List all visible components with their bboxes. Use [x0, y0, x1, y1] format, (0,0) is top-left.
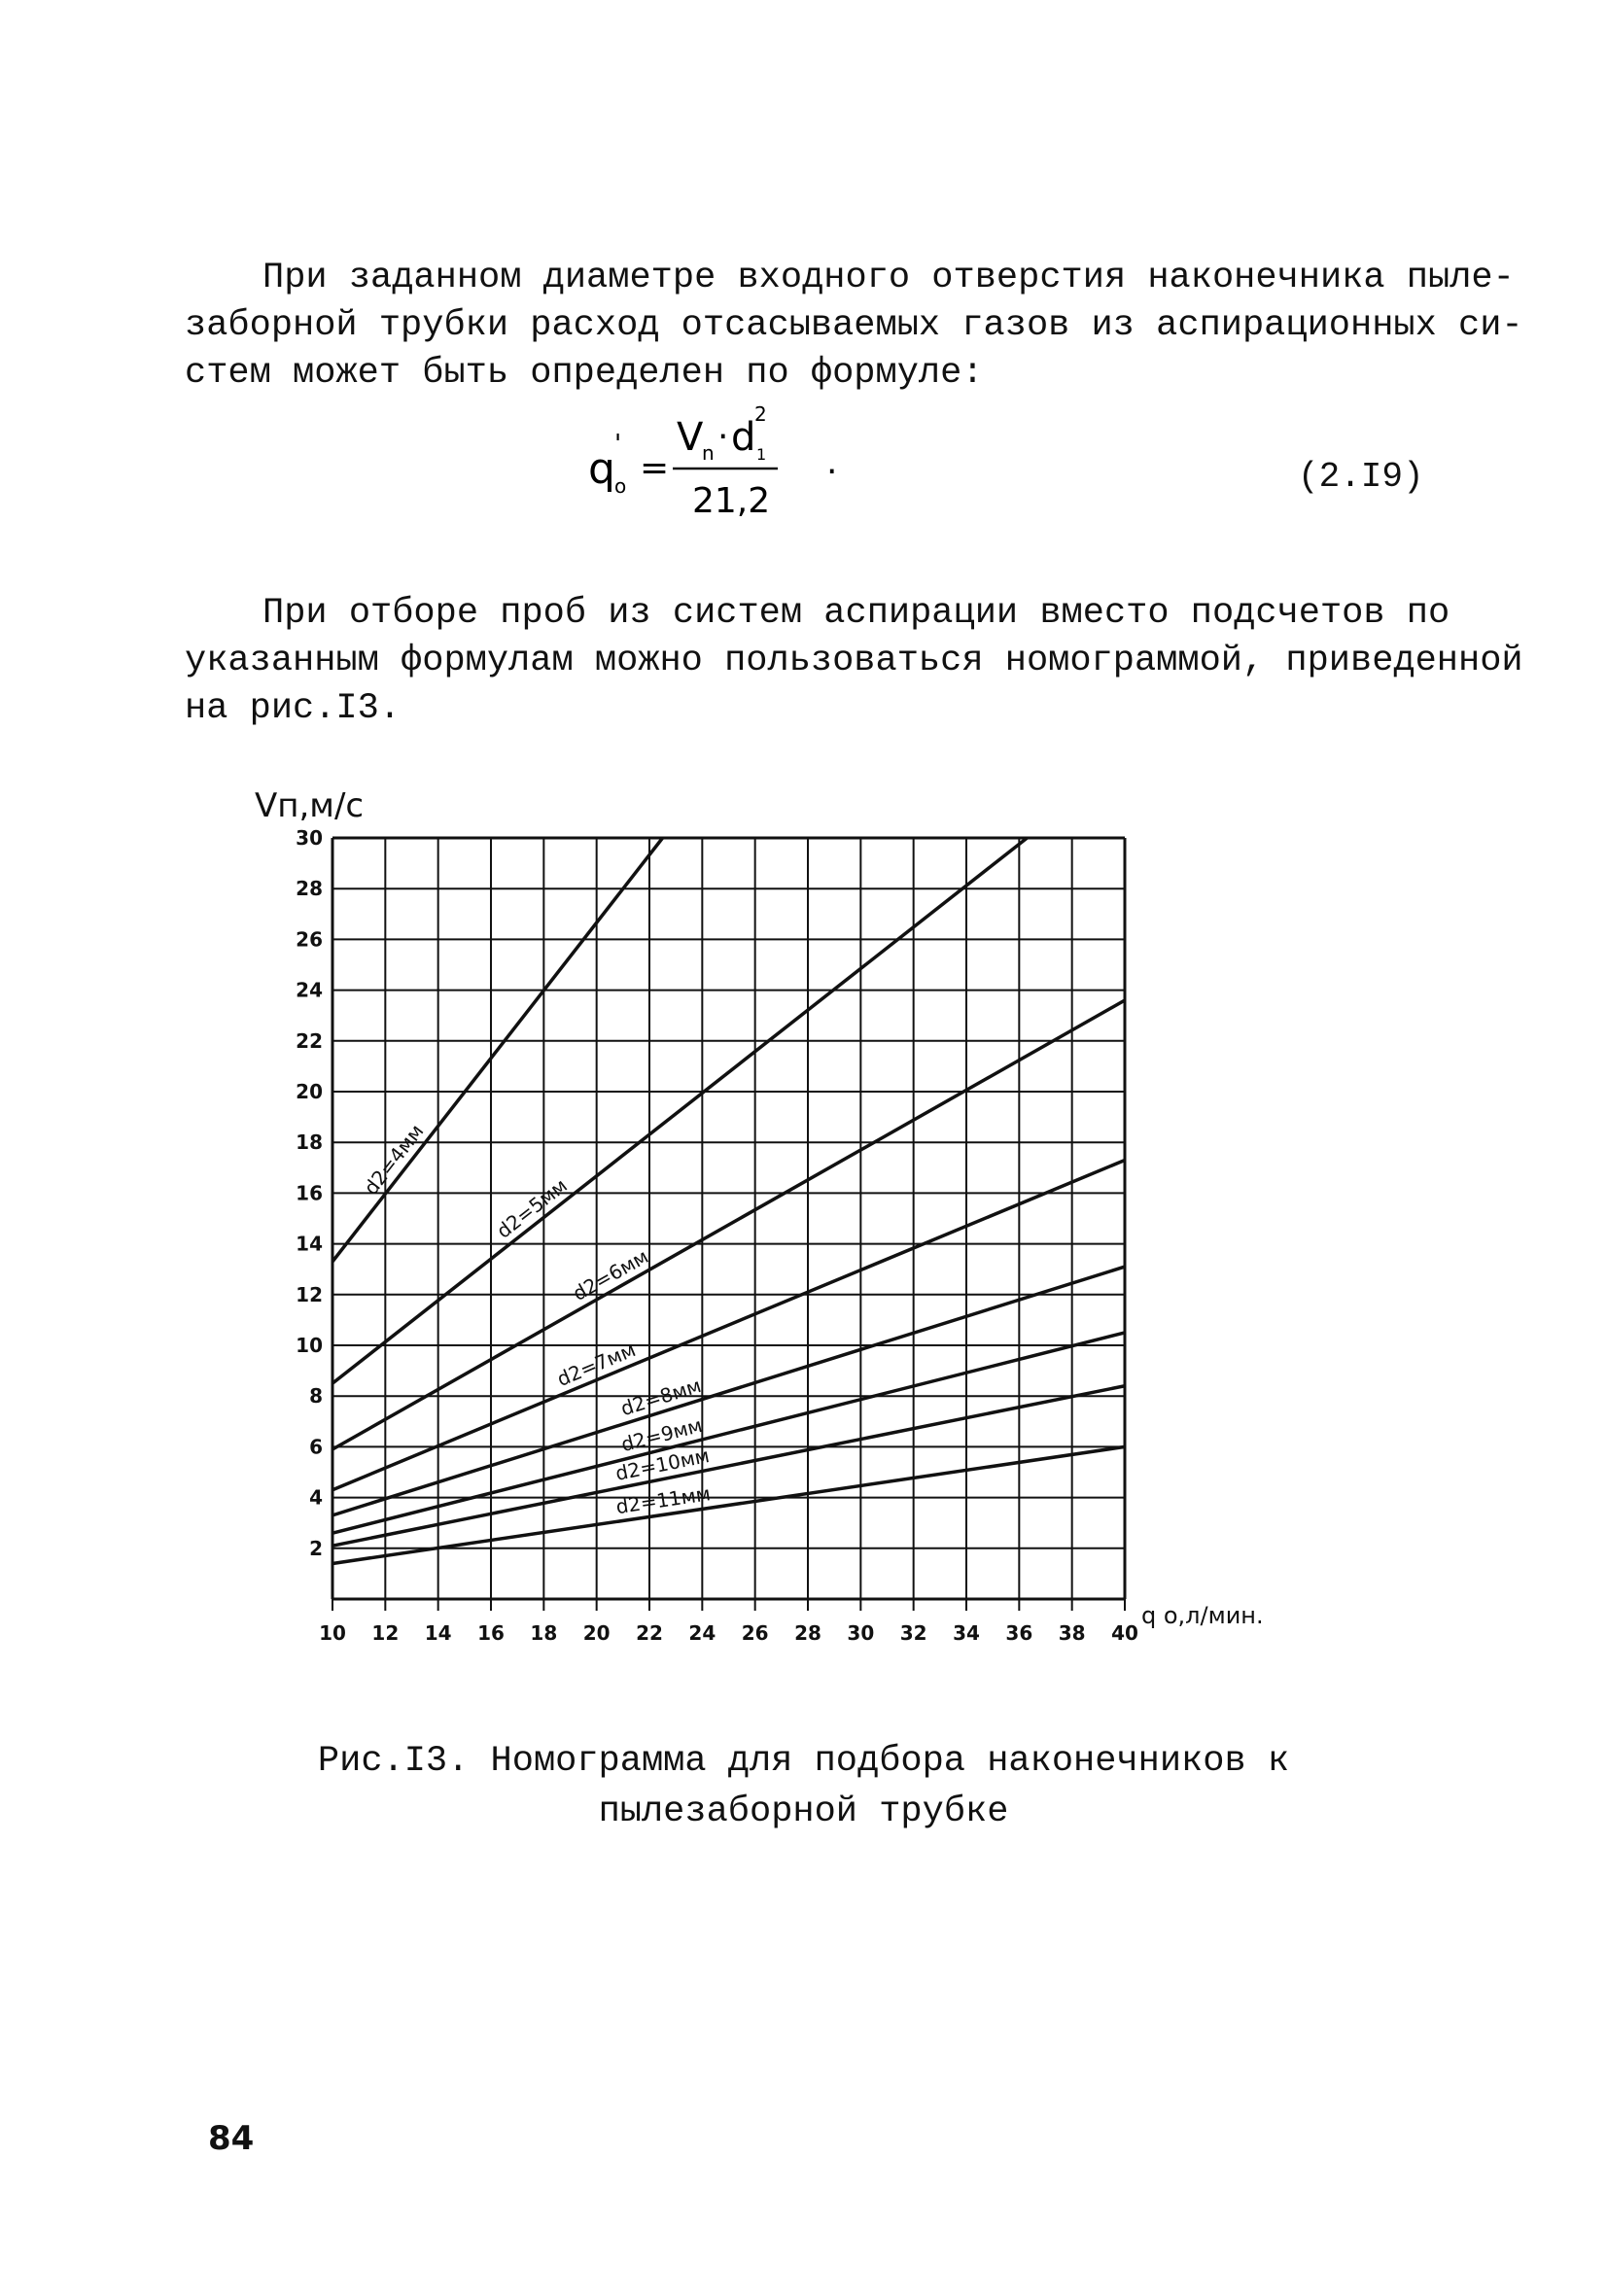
formula-equals: =	[640, 448, 670, 488]
text-line: стем может быть определен по формуле:	[185, 353, 984, 394]
formula-lhs: q	[588, 444, 615, 494]
series-label: d2=6мм	[569, 1244, 652, 1306]
formula-trailing-dot: .	[826, 442, 838, 482]
y-tick-label: 26	[296, 927, 323, 952]
x-tick-label: 22	[636, 1621, 663, 1645]
formula-num-d-sup: 2	[754, 403, 767, 426]
formula-num-dot: ·	[717, 417, 729, 457]
x-tick-label: 12	[371, 1621, 400, 1645]
x-tick-label: 24	[688, 1621, 716, 1645]
y-tick-label: 14	[296, 1232, 323, 1256]
series-lines	[332, 838, 1125, 1563]
x-tick-label: 28	[794, 1621, 821, 1645]
formula-num-d-sub: 1	[756, 445, 767, 464]
y-axis-label: Vп,м/с	[255, 786, 365, 825]
y-tick-label: 18	[296, 1131, 323, 1155]
caption-line: Рис.I3. Номограмма для подбора наконечников к	[317, 1741, 1290, 1782]
equation-number: (2.I9)	[1298, 457, 1424, 497]
intro-paragraph	[185, 255, 1523, 398]
series-label: d2=4мм	[359, 1119, 429, 1200]
x-tick-label: 14	[424, 1621, 452, 1645]
text-line: При отборе проб из систем аспирации вместо подсчетов по	[262, 593, 1450, 634]
series-line	[332, 838, 663, 1262]
text-line: на рис.I3.	[185, 688, 402, 729]
formula-num-v-sub: n	[702, 441, 715, 465]
y-tick-label: 4	[309, 1485, 323, 1510]
formula-num-d: d	[731, 415, 756, 460]
page-number: 84	[208, 2119, 255, 2158]
text-line: заборной трубки расход отсасываемых газов из аспирационных си-	[185, 305, 1523, 346]
caption-line: пылезаборной трубке	[598, 1792, 1009, 1832]
x-tick-label: 10	[319, 1621, 346, 1645]
formula-lhs-sub: o	[614, 474, 627, 498]
formula-lhs-prime: '	[614, 430, 622, 459]
figure-caption	[0, 1736, 1607, 1837]
nomogram-chart	[233, 778, 1303, 1652]
text-line: указанным формулам можно пользоваться номограммой, приведенной	[185, 641, 1523, 681]
x-tick-label: 32	[899, 1621, 927, 1645]
series-label: d2=5мм	[492, 1173, 572, 1243]
text-line: При заданном диаметре входного отверстия наконечника пыле-	[262, 258, 1515, 298]
x-tick-label: 38	[1058, 1621, 1086, 1645]
y-tick-label: 8	[309, 1384, 323, 1409]
y-tick-label: 16	[296, 1181, 323, 1205]
x-tick-label: 26	[741, 1621, 769, 1645]
series-line	[332, 1000, 1125, 1449]
x-tick-label: 20	[582, 1621, 611, 1645]
x-axis-label: q о,л/мин.	[1141, 1602, 1264, 1629]
y-tick-label: 6	[309, 1435, 323, 1459]
x-tick-label: 36	[1005, 1621, 1033, 1645]
series-label: d2=9мм	[618, 1412, 705, 1457]
y-tick-label: 22	[296, 1028, 323, 1053]
y-tick-label: 28	[296, 877, 323, 901]
series-line	[332, 838, 1027, 1383]
tick-labels	[296, 826, 1138, 1645]
x-tick-label: 40	[1111, 1621, 1138, 1645]
series-label: d2=10мм	[613, 1443, 712, 1485]
x-tick-label: 34	[953, 1621, 980, 1645]
nomogram-paragraph	[185, 590, 1523, 733]
series-label: d2=11мм	[613, 1481, 713, 1519]
y-tick-label: 12	[296, 1282, 323, 1306]
formula-denominator: 21,2	[692, 481, 771, 520]
x-tick-label: 16	[477, 1621, 505, 1645]
series-label: d2=8мм	[617, 1373, 704, 1421]
x-tick-label: 18	[530, 1621, 558, 1645]
series-label: d2=7мм	[553, 1338, 640, 1391]
y-tick-label: 20	[296, 1080, 323, 1103]
y-tick-label: 30	[296, 826, 323, 850]
x-tick-label: 30	[847, 1621, 875, 1645]
y-tick-label: 24	[296, 978, 323, 1002]
y-tick-label: 2	[309, 1536, 323, 1560]
series-line	[332, 1267, 1125, 1515]
series-line	[332, 1333, 1125, 1533]
formula-2-19	[583, 403, 875, 520]
y-tick-label: 10	[296, 1334, 323, 1357]
formula-num-v: V	[677, 415, 704, 460]
series-line	[332, 1160, 1125, 1489]
